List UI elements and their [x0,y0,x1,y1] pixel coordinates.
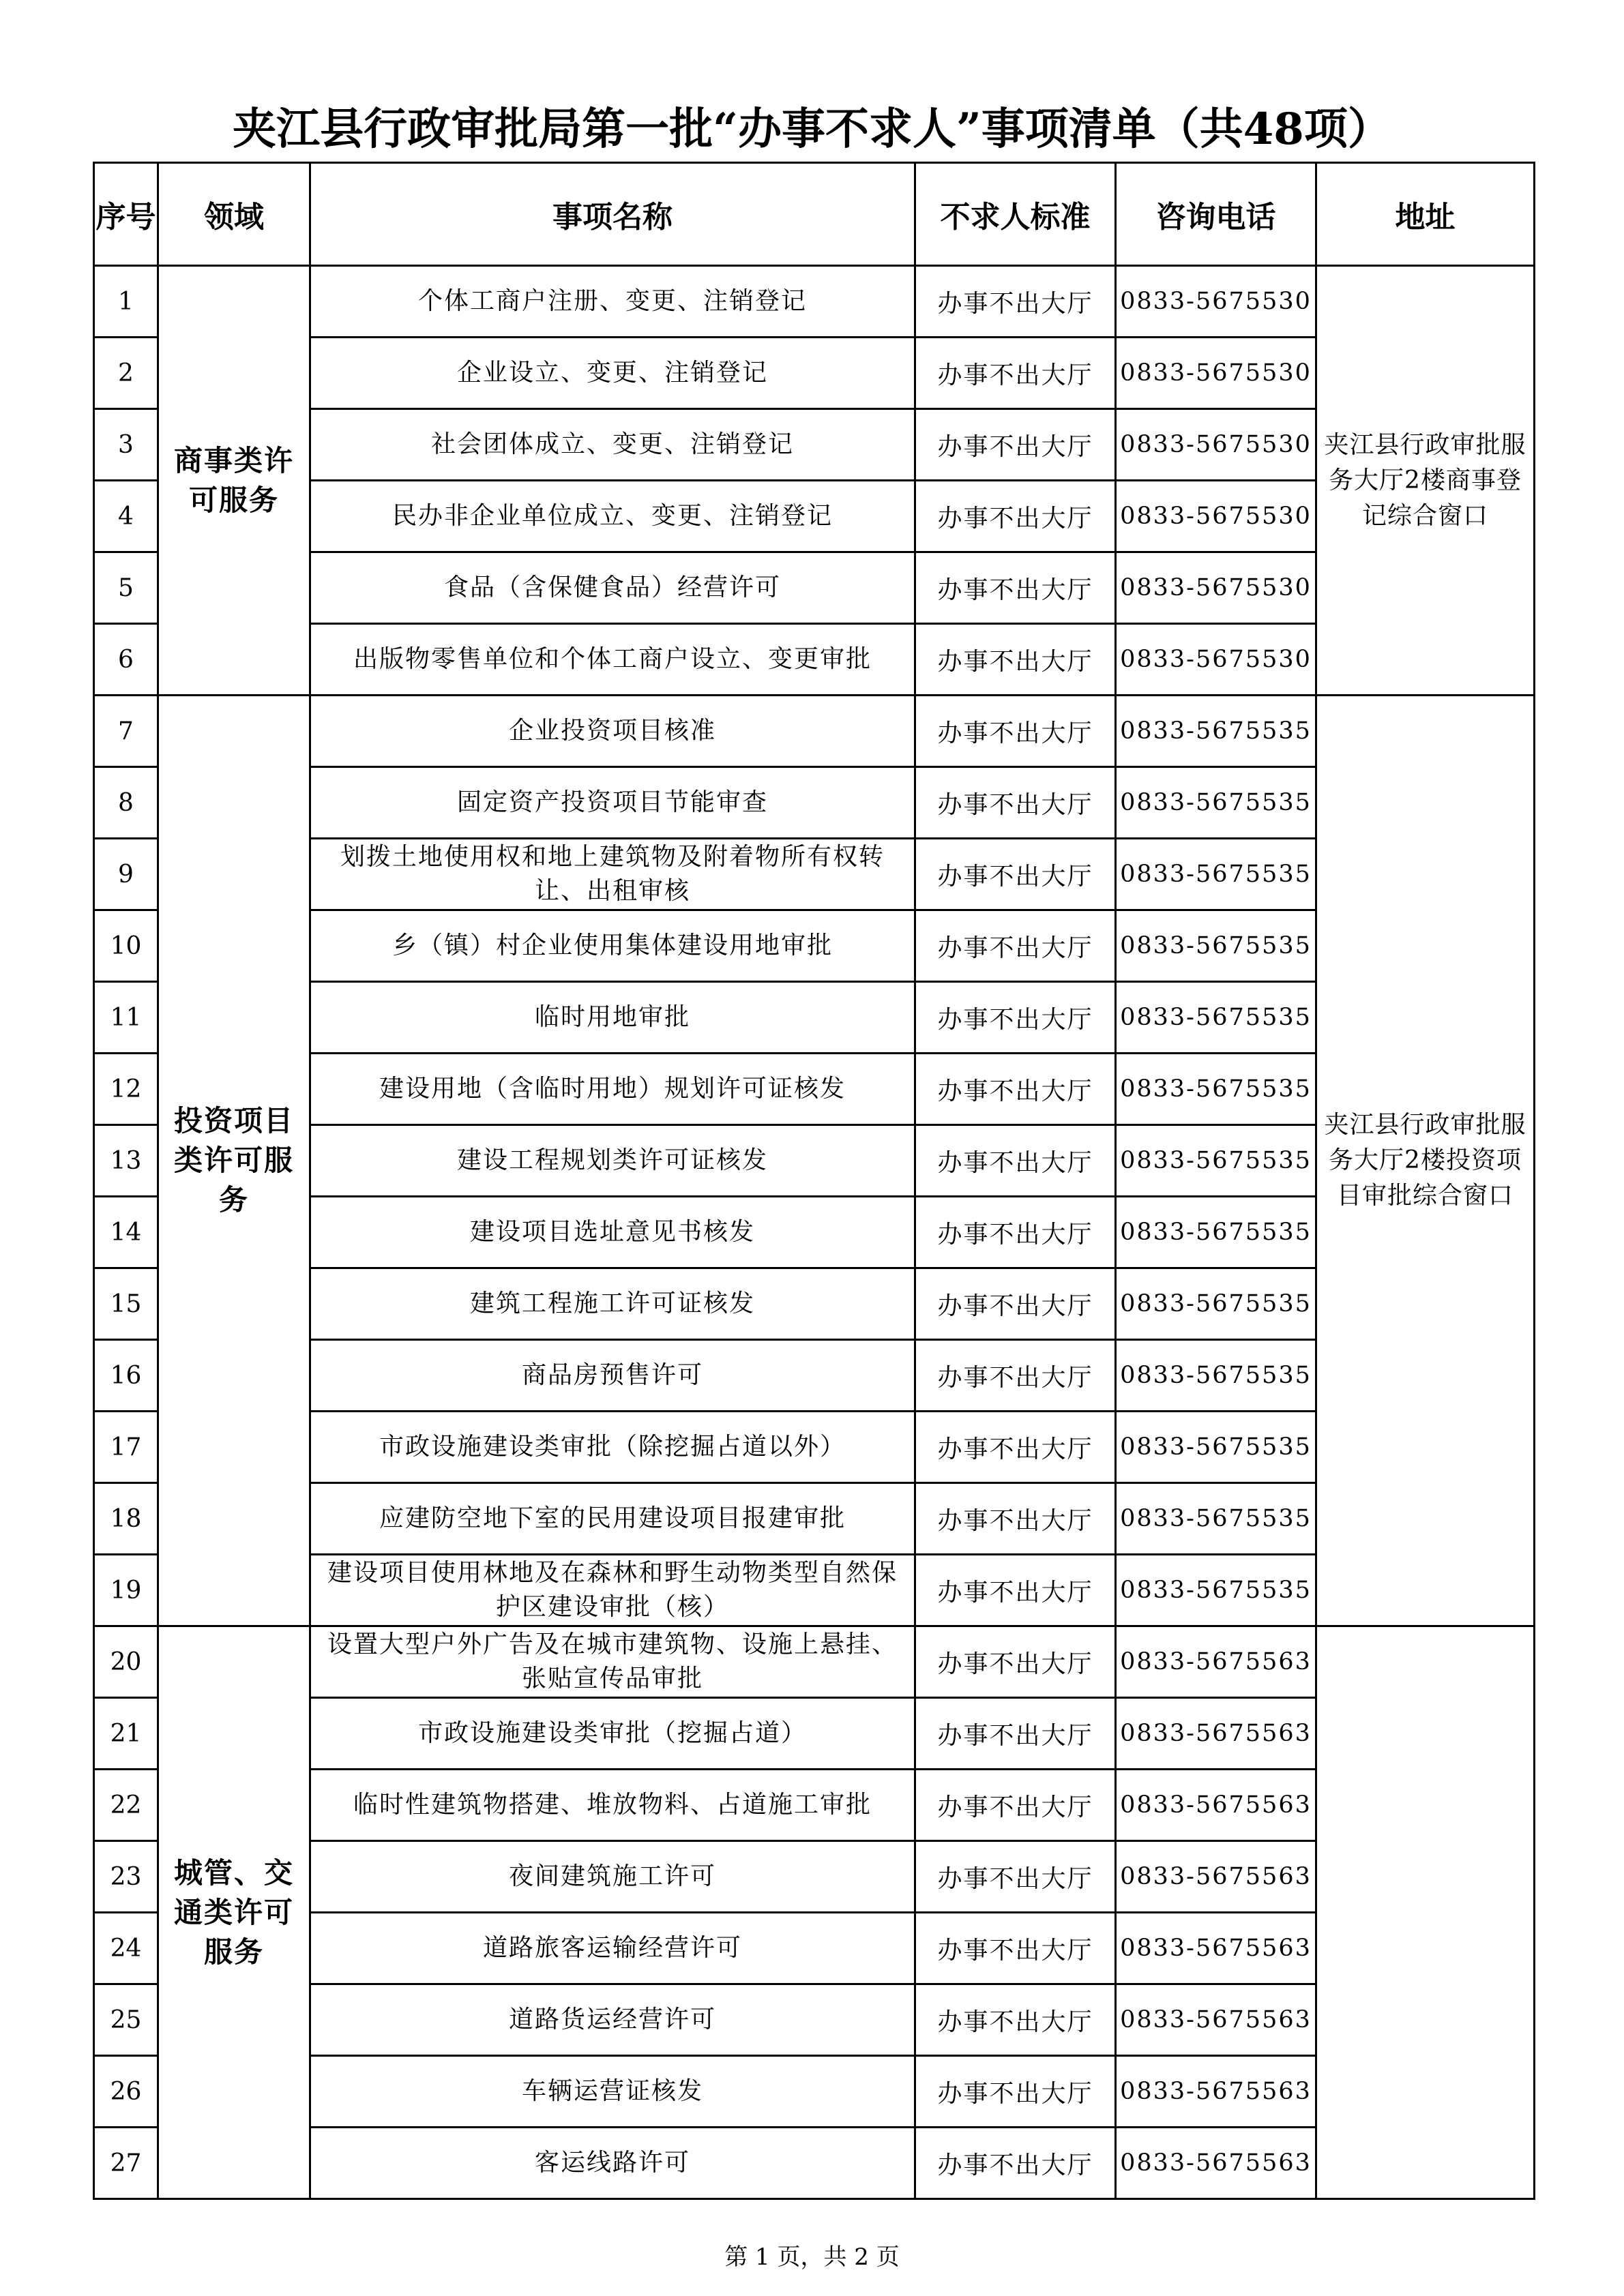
header-item-name: 事项名称 [310,163,915,266]
phone-cell: 0833-5675563 [1116,1770,1316,1841]
phone-cell: 0833-5675563 [1116,2056,1316,2128]
item-name: 食品（含保健食品）经营许可 [310,552,915,624]
standard-cell: 办事不出大厅 [915,767,1116,839]
item-name: 企业投资项目核准 [310,696,915,767]
item-name: 建设用地（含临时用地）规划许可证核发 [310,1054,915,1125]
standard-cell: 办事不出大厅 [915,910,1116,982]
header-domain: 领域 [158,163,310,266]
phone-cell: 0833-5675535 [1116,767,1316,839]
address-cell: 夹江县行政审批服务大厅2楼商事登记综合窗口 [1316,266,1535,696]
domain-cell: 商事类许可服务 [158,266,310,696]
row-index: 16 [94,1340,158,1412]
table-row [94,696,1535,767]
row-index: 19 [94,1555,158,1626]
standard-cell: 办事不出大厅 [915,624,1116,696]
standard-cell: 办事不出大厅 [915,1268,1116,1340]
row-index: 8 [94,767,158,839]
row-index: 15 [94,1268,158,1340]
phone-cell: 0833-5675535 [1116,982,1316,1054]
item-name: 社会团体成立、变更、注销登记 [310,409,915,481]
row-index: 9 [94,839,158,910]
phone-cell: 0833-5675535 [1116,1268,1316,1340]
item-name: 民办非企业单位成立、变更、注销登记 [310,481,915,552]
standard-cell: 办事不出大厅 [915,266,1116,338]
row-index: 26 [94,2056,158,2128]
item-name: 应建防空地下室的民用建设项目报建审批 [310,1483,915,1555]
item-name: 建设项目使用林地及在森林和野生动物类型自然保护区建设审批（核） [310,1555,915,1626]
item-name: 企业设立、变更、注销登记 [310,338,915,409]
item-name: 建设项目选址意见书核发 [310,1197,915,1268]
row-index: 23 [94,1841,158,1913]
phone-cell: 0833-5675563 [1116,2128,1316,2199]
table-body [94,266,1535,2199]
standard-cell: 办事不出大厅 [915,409,1116,481]
phone-cell: 0833-5675535 [1116,1197,1316,1268]
standard-cell: 办事不出大厅 [915,2056,1116,2128]
page-footer: 第 1 页，共 2 页 [724,2243,900,2271]
item-name: 临时性建筑物搭建、堆放物料、占道施工审批 [310,1770,915,1841]
standard-cell: 办事不出大厅 [915,1555,1116,1626]
standard-cell: 办事不出大厅 [915,1412,1116,1483]
standard-cell: 办事不出大厅 [915,1698,1116,1770]
standard-cell: 办事不出大厅 [915,982,1116,1054]
standard-cell: 办事不出大厅 [915,552,1116,624]
standard-cell: 办事不出大厅 [915,1340,1116,1412]
row-index: 22 [94,1770,158,1841]
table-row [94,266,1535,338]
phone-cell: 0833-5675530 [1116,338,1316,409]
phone-cell: 0833-5675535 [1116,1555,1316,1626]
row-index: 11 [94,982,158,1054]
table-header-row [94,163,1535,266]
item-name: 夜间建筑施工许可 [310,1841,915,1913]
row-index: 17 [94,1412,158,1483]
item-name: 道路旅客运输经营许可 [310,1913,915,1984]
item-name: 客运线路许可 [310,2128,915,2199]
phone-cell: 0833-5675535 [1116,910,1316,982]
standard-cell: 办事不出大厅 [915,2128,1116,2199]
row-index: 1 [94,266,158,338]
address-cell: 夹江县行政审批服务大厅2楼投资项目审批综合窗口 [1316,696,1535,1626]
row-index: 13 [94,1125,158,1197]
standard-cell: 办事不出大厅 [915,1125,1116,1197]
phone-cell: 0833-5675563 [1116,1841,1316,1913]
address-cell [1316,1626,1535,2199]
item-name: 固定资产投资项目节能审查 [310,767,915,839]
phone-cell: 0833-5675535 [1116,839,1316,910]
row-index: 4 [94,481,158,552]
row-index: 12 [94,1054,158,1125]
item-name: 出版物零售单位和个体工商户设立、变更审批 [310,624,915,696]
item-name: 乡（镇）村企业使用集体建设用地审批 [310,910,915,982]
item-name: 市政设施建设类审批（除挖掘占道以外） [310,1412,915,1483]
row-index: 6 [94,624,158,696]
row-index: 2 [94,338,158,409]
phone-cell: 0833-5675530 [1116,409,1316,481]
phone-cell: 0833-5675535 [1116,1125,1316,1197]
phone-cell: 0833-5675535 [1116,1054,1316,1125]
phone-cell: 0833-5675530 [1116,552,1316,624]
header-standard: 不求人标准 [915,163,1116,266]
phone-cell: 0833-5675563 [1116,1913,1316,1984]
standard-cell: 办事不出大厅 [915,1841,1116,1913]
row-index: 3 [94,409,158,481]
header-index: 序号 [94,163,158,266]
standard-cell: 办事不出大厅 [915,338,1116,409]
item-name: 设置大型户外广告及在城市建筑物、设施上悬挂、张贴宣传品审批 [310,1626,915,1698]
item-name: 车辆运营证核发 [310,2056,915,2128]
items-table [93,162,1535,2200]
item-name: 临时用地审批 [310,982,915,1054]
row-index: 18 [94,1483,158,1555]
document-title: 夹江县行政审批局第一批“办事不求人”事项清单（共48项） [233,104,1391,155]
row-index: 5 [94,552,158,624]
table-row [94,1626,1535,1698]
row-index: 21 [94,1698,158,1770]
standard-cell: 办事不出大厅 [915,696,1116,767]
item-name: 建筑工程施工许可证核发 [310,1268,915,1340]
phone-cell: 0833-5675530 [1116,481,1316,552]
standard-cell: 办事不出大厅 [915,1913,1116,1984]
row-index: 25 [94,1984,158,2056]
standard-cell: 办事不出大厅 [915,1483,1116,1555]
row-index: 27 [94,2128,158,2199]
phone-cell: 0833-5675535 [1116,696,1316,767]
phone-cell: 0833-5675530 [1116,266,1316,338]
row-index: 10 [94,910,158,982]
domain-cell: 投资项目类许可服务 [158,696,310,1626]
item-name: 建设工程规划类许可证核发 [310,1125,915,1197]
phone-cell: 0833-5675563 [1116,1984,1316,2056]
standard-cell: 办事不出大厅 [915,1626,1116,1698]
row-index: 14 [94,1197,158,1268]
standard-cell: 办事不出大厅 [915,1197,1116,1268]
standard-cell: 办事不出大厅 [915,839,1116,910]
phone-cell: 0833-5675530 [1116,624,1316,696]
phone-cell: 0833-5675535 [1116,1412,1316,1483]
phone-cell: 0833-5675535 [1116,1483,1316,1555]
domain-cell: 城管、交通类许可服务 [158,1626,310,2199]
item-name: 道路货运经营许可 [310,1984,915,2056]
item-name: 市政设施建设类审批（挖掘占道） [310,1698,915,1770]
header-address: 地址 [1316,163,1535,266]
row-index: 7 [94,696,158,767]
phone-cell: 0833-5675535 [1116,1340,1316,1412]
header-phone: 咨询电话 [1116,163,1316,266]
row-index: 20 [94,1626,158,1698]
item-name: 商品房预售许可 [310,1340,915,1412]
standard-cell: 办事不出大厅 [915,1054,1116,1125]
phone-cell: 0833-5675563 [1116,1626,1316,1698]
standard-cell: 办事不出大厅 [915,1984,1116,2056]
row-index: 24 [94,1913,158,1984]
standard-cell: 办事不出大厅 [915,481,1116,552]
item-name: 划拨土地使用权和地上建筑物及附着物所有权转让、出租审核 [310,839,915,910]
standard-cell: 办事不出大厅 [915,1770,1116,1841]
phone-cell: 0833-5675563 [1116,1698,1316,1770]
item-name: 个体工商户注册、变更、注销登记 [310,266,915,338]
